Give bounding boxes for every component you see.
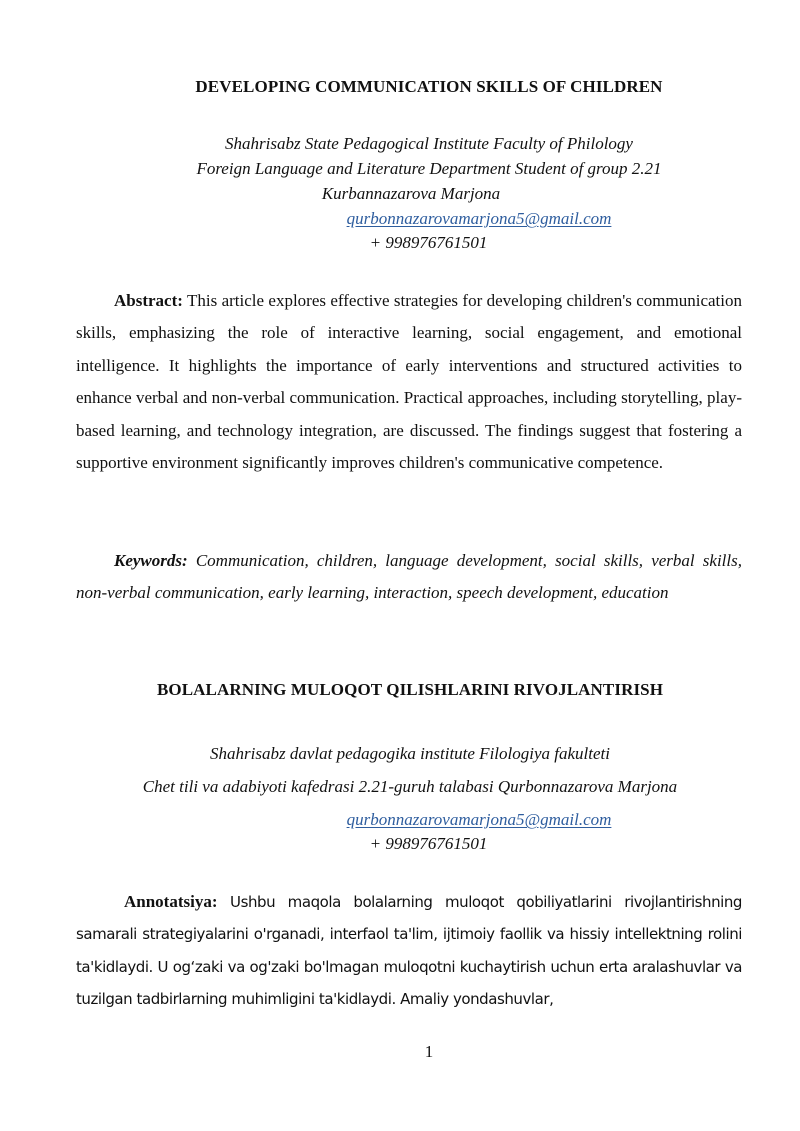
author-uz-affiliation-line1: Shahrisabz davlat pedagogika institute Filologiya fakulteti [210, 744, 610, 763]
keywords-text: Communication, children, language development, social skills, verbal skills, non-verbal communication, early learning, interaction, speech development, education [76, 551, 742, 603]
abstract-label: Abstract: [114, 291, 183, 310]
annotation-paragraph [76, 886, 742, 1016]
author-email-link[interactable]: qurbonnazarovamarjona5@gmail.com [346, 209, 612, 228]
author-uz-affiliation-line2: Chet tili va adabiyoti kafedrasi 2.21-guruh talabasi Qurbonnazarova Marjona [142, 777, 678, 796]
author-uz-phone: + 998976761501 [369, 834, 488, 853]
author-phone: + 998976761501 [369, 233, 488, 252]
author-affiliation-line1: Shahrisabz State Pedagogical Institute Faculty of Philology [225, 134, 633, 153]
page-number: 1 [424, 1042, 434, 1061]
title-english: DEVELOPING COMMUNICATION SKILLS OF CHILDREN [195, 77, 663, 96]
title-uzbek: BOLALARNING MULOQOT QILISHLARINI RIVOJLANTIRISH [156, 680, 664, 699]
author-affiliation-line2: Foreign Language and Literature Department Student of group 2.21 [196, 159, 662, 178]
abstract-text: This article explores effective strategies for developing children's communication skills, emphasizing the role of interactive learning, social engagement, and emotional intelligence. It highlights the importance of early interventions and structured activities to enhance verbal and non-verbal communication. Practical approaches, including storytelling, play-based learning, and technology integration, are discussed. The findings suggest that fostering a supportive environment significantly improves children's communicative competence. [76, 291, 742, 473]
author-uz-email-link[interactable]: qurbonnazarovamarjona5@gmail.com [346, 810, 612, 829]
keywords-paragraph [76, 545, 742, 610]
abstract-paragraph [76, 285, 742, 479]
author-name: Kurbannazarova Marjona [321, 184, 501, 203]
annotation-text: Ushbu maqola bolalarning muloqot qobiliyatlarini rivojlantirishning samarali strategiyalarini o'rganadi, interfaol ta'lim, ijtimoiy faollik va hissiy intellektning rolini ta'kidlaydi. U og‘zaki va og'zaki bo'lmagan muloqotni kuchaytirish uchun erta aralashuvlar va tuzilgan tadbirlarning muhimligini ta'kidlaydi. Amaliy yondashuvlar, [76, 893, 742, 1009]
annotation-label: Annotatsiya: [124, 892, 218, 911]
keywords-label: Keywords: [114, 551, 188, 570]
